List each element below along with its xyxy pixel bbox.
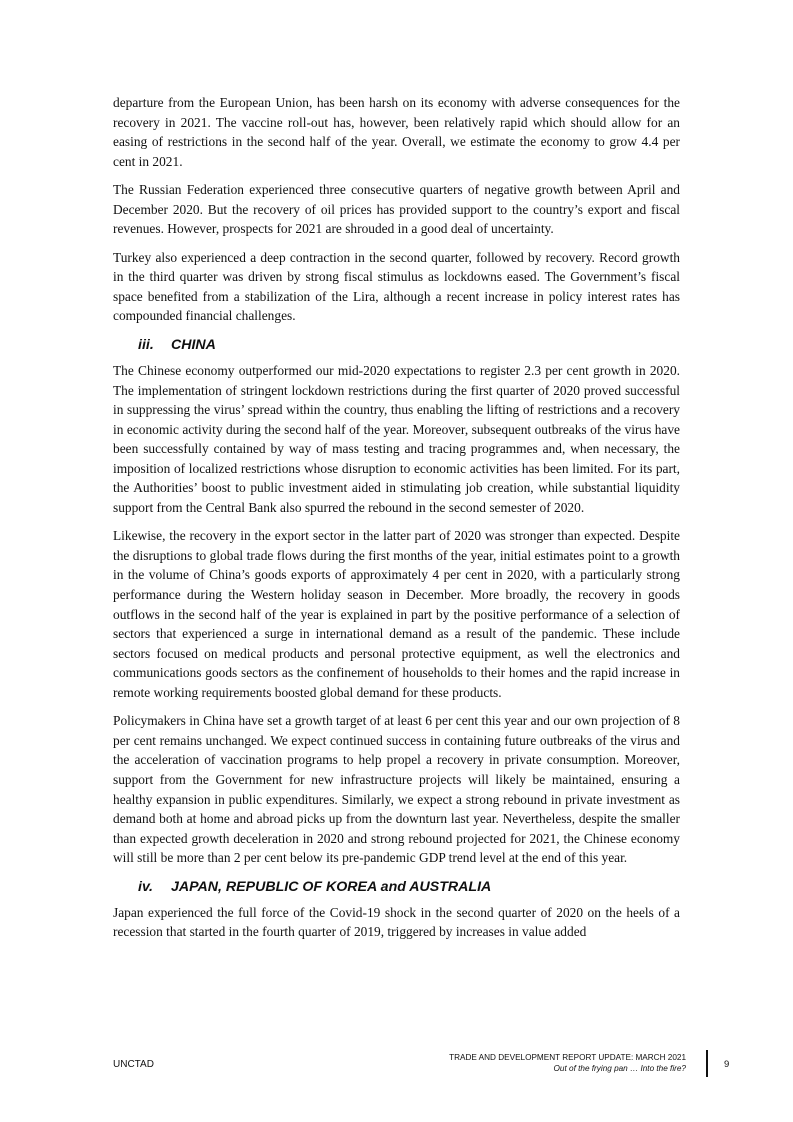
paragraph-uk: departure from the European Union, has been harsh on its economy with adverse consequences for the recovery in 2021. The vaccine roll-out has, however, been relatively rapid which should allow for an easing of restrictions in the second half of the year. Overall, we estimate the economy to grow 4.4 per cent in 2021. xyxy=(113,95,680,169)
footer-report-subtitle: Out of the frying pan … Into the fire? xyxy=(553,1064,686,1073)
section-number: iv. xyxy=(138,878,153,895)
page-number: 9 xyxy=(724,1059,730,1070)
paragraph-china-2: Likewise, the recovery in the export sector in the latter part of 2020 was stronger than expected. Despite the disruptions to global trade flows during the first months of the year, initial estimates point to a growth in the volume of China’s goods exports of approximately 4 per cent in 2020, with a particularly strong performance during the Western holiday season in December. More broadly, the recovery in goods outflows in the second half of the year is explained in part by the positive performance of a selection of sectors that experienced a surge in international demand as a result of the pandemic. These include sectors focused on medical products and personal protective equipment, as well the electronics and communications goods sectors as the confinement of households to their homes and the rapid increase in remote working requirements boosted global demand for these products. xyxy=(113,528,680,700)
footer-divider xyxy=(706,1050,708,1077)
footer-org: UNCTAD xyxy=(113,1059,154,1070)
section-title: CHINA xyxy=(171,337,216,354)
paragraph-china-1: The Chinese economy outperformed our mid-2020 expectations to register 2.3 per cent growth in 2020. The implementation of stringent lockdown restrictions during the first quarter of 2020 proved successful in suppressing the virus’ spread within the country, thus enabling the lifting of restrictions and a recovery in economic activity during the second half of the year. Moreover, subsequent outbreaks of the virus have been successfully contained by way of mass testing and tracing programmes and, when necessary, the imposition of localized restrictions whose disruption to economic activities has been limited. For its part, the Authorities’ boost to public investment aided in stimulating job creation, while substantial liquidity support from the Central Bank also spurred the rebound in the second semester of 2020. xyxy=(113,363,680,515)
section-number: iii. xyxy=(138,337,154,354)
page-body xyxy=(113,93,680,951)
paragraph-china-3: Policymakers in China have set a growth target of at least 6 per cent this year and our own projection of 8 per cent remains unchanged. We expect continued success in containing future outbreaks of the virus and the acceleration of vaccination programs to help propel a recovery in private consumption. Moreover, support from the Government for new infrastructure projects will likely be maintained, ensuring a healthy expansion in public expenditures. Similarly, we expect a strong rebound in private investment as demand both at home and abroad picks up from the downturn last year. Nevertheless, despite the smaller than expected growth deceleration in 2020 and strong rebound projected for 2021, the Chinese economy will still be more than 2 per cent below its pre-pandemic GDP trend level at the end of this year. xyxy=(113,713,680,866)
footer-report xyxy=(449,1052,686,1074)
paragraph-turkey: Turkey also experienced a deep contraction in the second quarter, followed by recovery. Record growth in the third quarter was driven by strong fiscal stimulus as lockdowns eased. The Government’s fiscal space benefited from a stabilization of the Lira, although a recent increase in policy interest rates has compounded financial challenges. xyxy=(113,249,680,324)
footer-report-title: TRADE AND DEVELOPMENT REPORT UPDATE: MARCH 2021 xyxy=(449,1053,686,1062)
paragraph-russia: The Russian Federation experienced three consecutive quarters of negative growth between April and December 2020. But the recovery of oil prices has provided support to the country’s export and fiscal revenues. However, prospects for 2021 are shrouded in a good deal of uncertainty. xyxy=(113,182,680,237)
section-heading-china xyxy=(113,335,680,355)
section-heading-japan-korea-australia xyxy=(113,877,680,897)
paragraph-japan-1: Japan experienced the full force of the Covid-19 shock in the second quarter of 2020 on the heels of a recession that started in the fourth quarter of 2019, triggered by increases in value added xyxy=(113,904,680,940)
section-title: JAPAN, REPUBLIC OF KOREA and AUSTRALIA xyxy=(171,878,492,895)
